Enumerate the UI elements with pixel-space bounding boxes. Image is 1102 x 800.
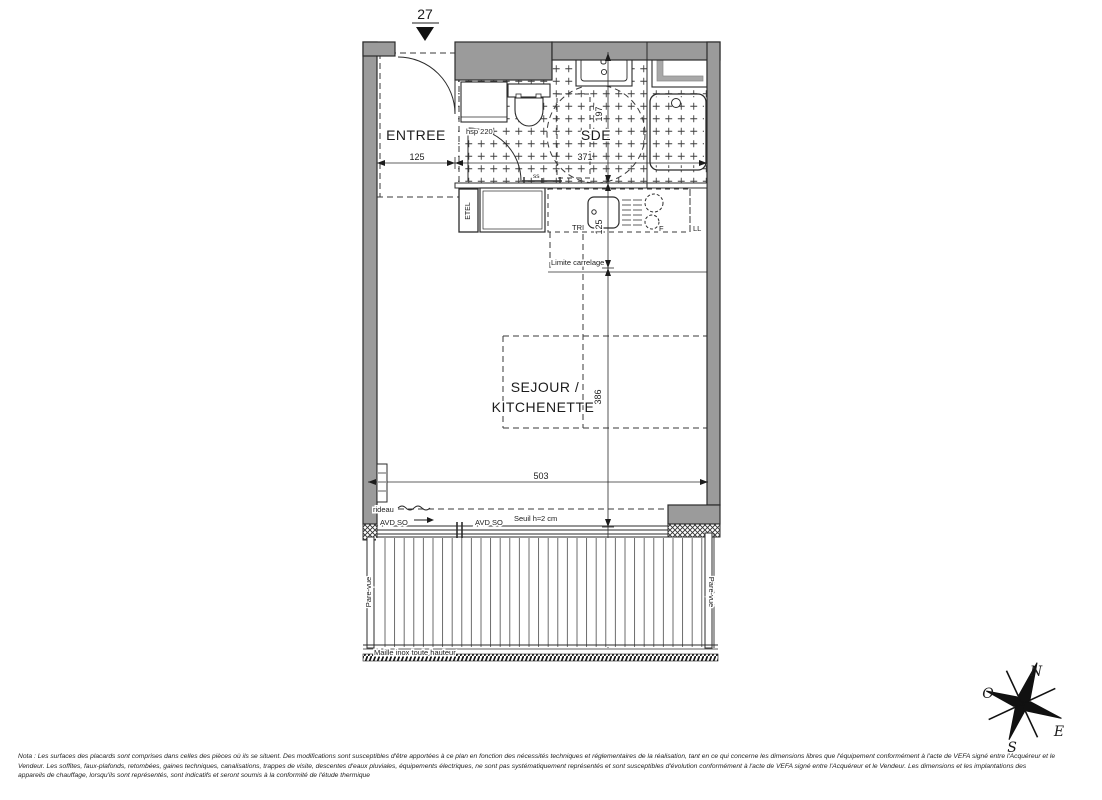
shower-head-icon <box>672 99 681 108</box>
entry-arrow-icon <box>416 27 434 41</box>
sliding-window <box>377 522 668 538</box>
nota-line-1: Nota : Les surfaces des placards sont comprises dans celles des pièces où ils se situent. Des modifications sont susceptibles d'être apportées à ce plan en fonction des nécessités techniques et réglementaires de la réalisation, tant en ce qui concerne les dimensions libres que l'équipement conformément à l'acte de VEFA signé entre l'Acquéreur et le <box>18 753 1056 760</box>
radiator <box>377 464 387 502</box>
tri-label: TRI <box>572 223 585 232</box>
seuil-label: Seuil h≈2 cm <box>514 514 558 523</box>
lave-linge-label: LL <box>693 224 702 233</box>
dim-sde-width: 371 <box>577 152 593 162</box>
compass-e: E <box>1053 724 1065 740</box>
compass-s: S <box>1007 740 1017 756</box>
frigo-label: F <box>659 224 664 233</box>
room-label-sejour-1: SEJOUR / <box>510 379 580 395</box>
dim-sejour-width: 503 <box>533 471 549 481</box>
pare-vue-right-label: Pare-vue <box>707 576 716 608</box>
shower <box>650 94 706 170</box>
drainer <box>622 200 642 225</box>
dim-sejour-depth: 386 <box>593 389 603 405</box>
room-label-entree: ENTREE <box>386 127 446 143</box>
avd-so-label-2: AVD SO <box>475 518 503 527</box>
avd-so-arrow-icon <box>414 517 434 523</box>
ss-label: ss <box>533 173 540 180</box>
entry-door <box>398 57 455 114</box>
dim-kitchen-depth: 125 <box>594 219 604 235</box>
nota-line-3: appareils de chauffage, lorsqu'ils sont représentés, sont indicatifs et seront soumis à la conformité de l'étude thermique <box>18 772 370 779</box>
nota-text <box>18 752 1098 781</box>
dim-sde-depth: 197 <box>594 106 604 122</box>
hsp-label: hsp 220 <box>466 127 493 136</box>
compass-o: O <box>982 686 994 702</box>
compass-n: N <box>1029 664 1043 680</box>
compass-rose <box>973 650 1076 756</box>
balcony-deck <box>376 533 714 648</box>
maille-label: Maille inox toute hauteur <box>374 648 456 657</box>
closet <box>461 82 507 122</box>
rideau-label: rideau <box>373 505 394 514</box>
limite-carrelage-label: Limite carrelage <box>551 258 605 267</box>
kitchen-counter <box>480 188 545 232</box>
kitchen-wall <box>455 183 707 188</box>
room-label-sde: SDE <box>580 127 612 143</box>
pare-vue-left-label: Pare-vue <box>364 576 373 608</box>
dim-entree-width: 125 <box>409 152 425 162</box>
etel-label: ETEL <box>464 202 472 220</box>
avd-so-label-1: AVD SO <box>380 518 408 527</box>
room-label-sejour-2: KITCHENETTE <box>491 399 595 415</box>
lot-number: 27 <box>417 6 433 22</box>
nota-line-2: Vendeur. Les soffites, faux-plafonds, retombées, gaines techniques, canalisations, trappes de visite, descentes d'eaux pluviales, équipements électriques, ne sont pas systématiquement représentés et sont susceptibles d'évolution conformément à l'acte de VEFA signé entre l'Acquéreur et le Vendeur. Les dimensions et les implantations des <box>18 762 1027 770</box>
